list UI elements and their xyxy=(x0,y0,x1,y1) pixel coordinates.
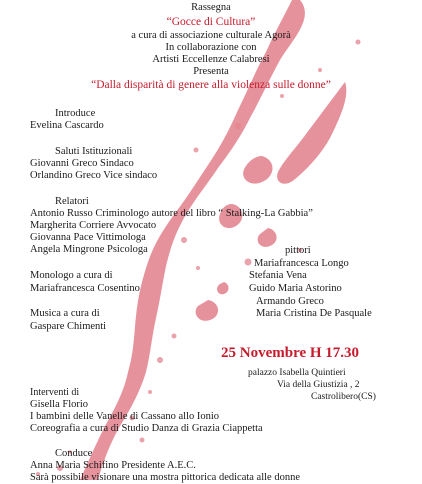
relatore-line: Giovanna Pace Vittimologa xyxy=(30,232,146,243)
pittore-name: Maria Cristina De Pasquale xyxy=(256,308,372,319)
conduce-heading: Conduce xyxy=(55,448,93,459)
pittore-name: Stefania Vena xyxy=(249,270,307,281)
interventi-heading: Interventi di xyxy=(30,387,80,398)
saluti-line: Orlandino Greco Vice sindaco xyxy=(30,170,158,181)
pittore-name: Guido Maria Astorino xyxy=(249,283,342,294)
presenta-label: Presenta xyxy=(193,66,229,77)
relatore-line: Angela Mingrone Psicologa xyxy=(30,244,148,255)
pittore-name: Mariafrancesca Longo xyxy=(254,258,349,269)
interventi-line: Coreografia a cura di Studio Danza di Grazia Ciappetta xyxy=(30,423,263,434)
rassegna-label: Rassegna xyxy=(191,2,231,13)
venue-place: palazzo Isabella Quintieri xyxy=(248,368,346,378)
introduce-name: Evelina Cascardo xyxy=(30,120,104,131)
event-date-time: 25 Novembre H 17.30 xyxy=(221,345,360,361)
pittore-name: Armando Greco xyxy=(256,296,324,307)
relatore-line: Antonio Russo Criminologo autore del libro “ Stalking-La Gabbia” xyxy=(30,208,313,219)
musica-label: Musica a cura di xyxy=(30,308,100,319)
event-series-title: “Gocce di Cultura” xyxy=(166,16,256,28)
musica-name: Gaspare Chimenti xyxy=(30,321,107,332)
organizer-line: a cura di associazione culturale Agorà xyxy=(131,30,291,41)
venue-street: Via della Giustizia , 2 xyxy=(277,380,360,390)
venue-city: Castrolibero(CS) xyxy=(311,392,376,402)
saluti-line: Giovanni Greco Sindaco xyxy=(30,158,134,169)
collaboration-line: In collaborazione con xyxy=(165,42,257,53)
interventi-line: I bambini delle Vanelle di Cassano allo Ionio xyxy=(30,411,220,422)
pittori-heading: pittori xyxy=(285,245,311,256)
partner-name: Artisti Eccellenze Calabresi xyxy=(152,54,270,65)
introduce-heading: Introduce xyxy=(55,108,96,119)
monologo-label: Monologo a cura di xyxy=(30,270,113,281)
relatore-line: Margherita Corriere Avvocato xyxy=(30,220,157,231)
exhibition-note: Sarà possibile visionare una mostra pittorica dedicata alle donne xyxy=(30,472,300,483)
monologo-name: Mariafrancesca Cosentino xyxy=(30,283,140,294)
event-title: “Dalla disparità di genere alla violenza sulle donne” xyxy=(91,79,331,91)
relatori-heading: Relatori xyxy=(55,196,89,207)
conduce-line: Anna Maria Schifino Presidente A.E.C. xyxy=(30,460,196,471)
interventi-line: Gisella Florio xyxy=(30,399,89,410)
saluti-heading: Saluti Istituzionali xyxy=(55,146,133,157)
